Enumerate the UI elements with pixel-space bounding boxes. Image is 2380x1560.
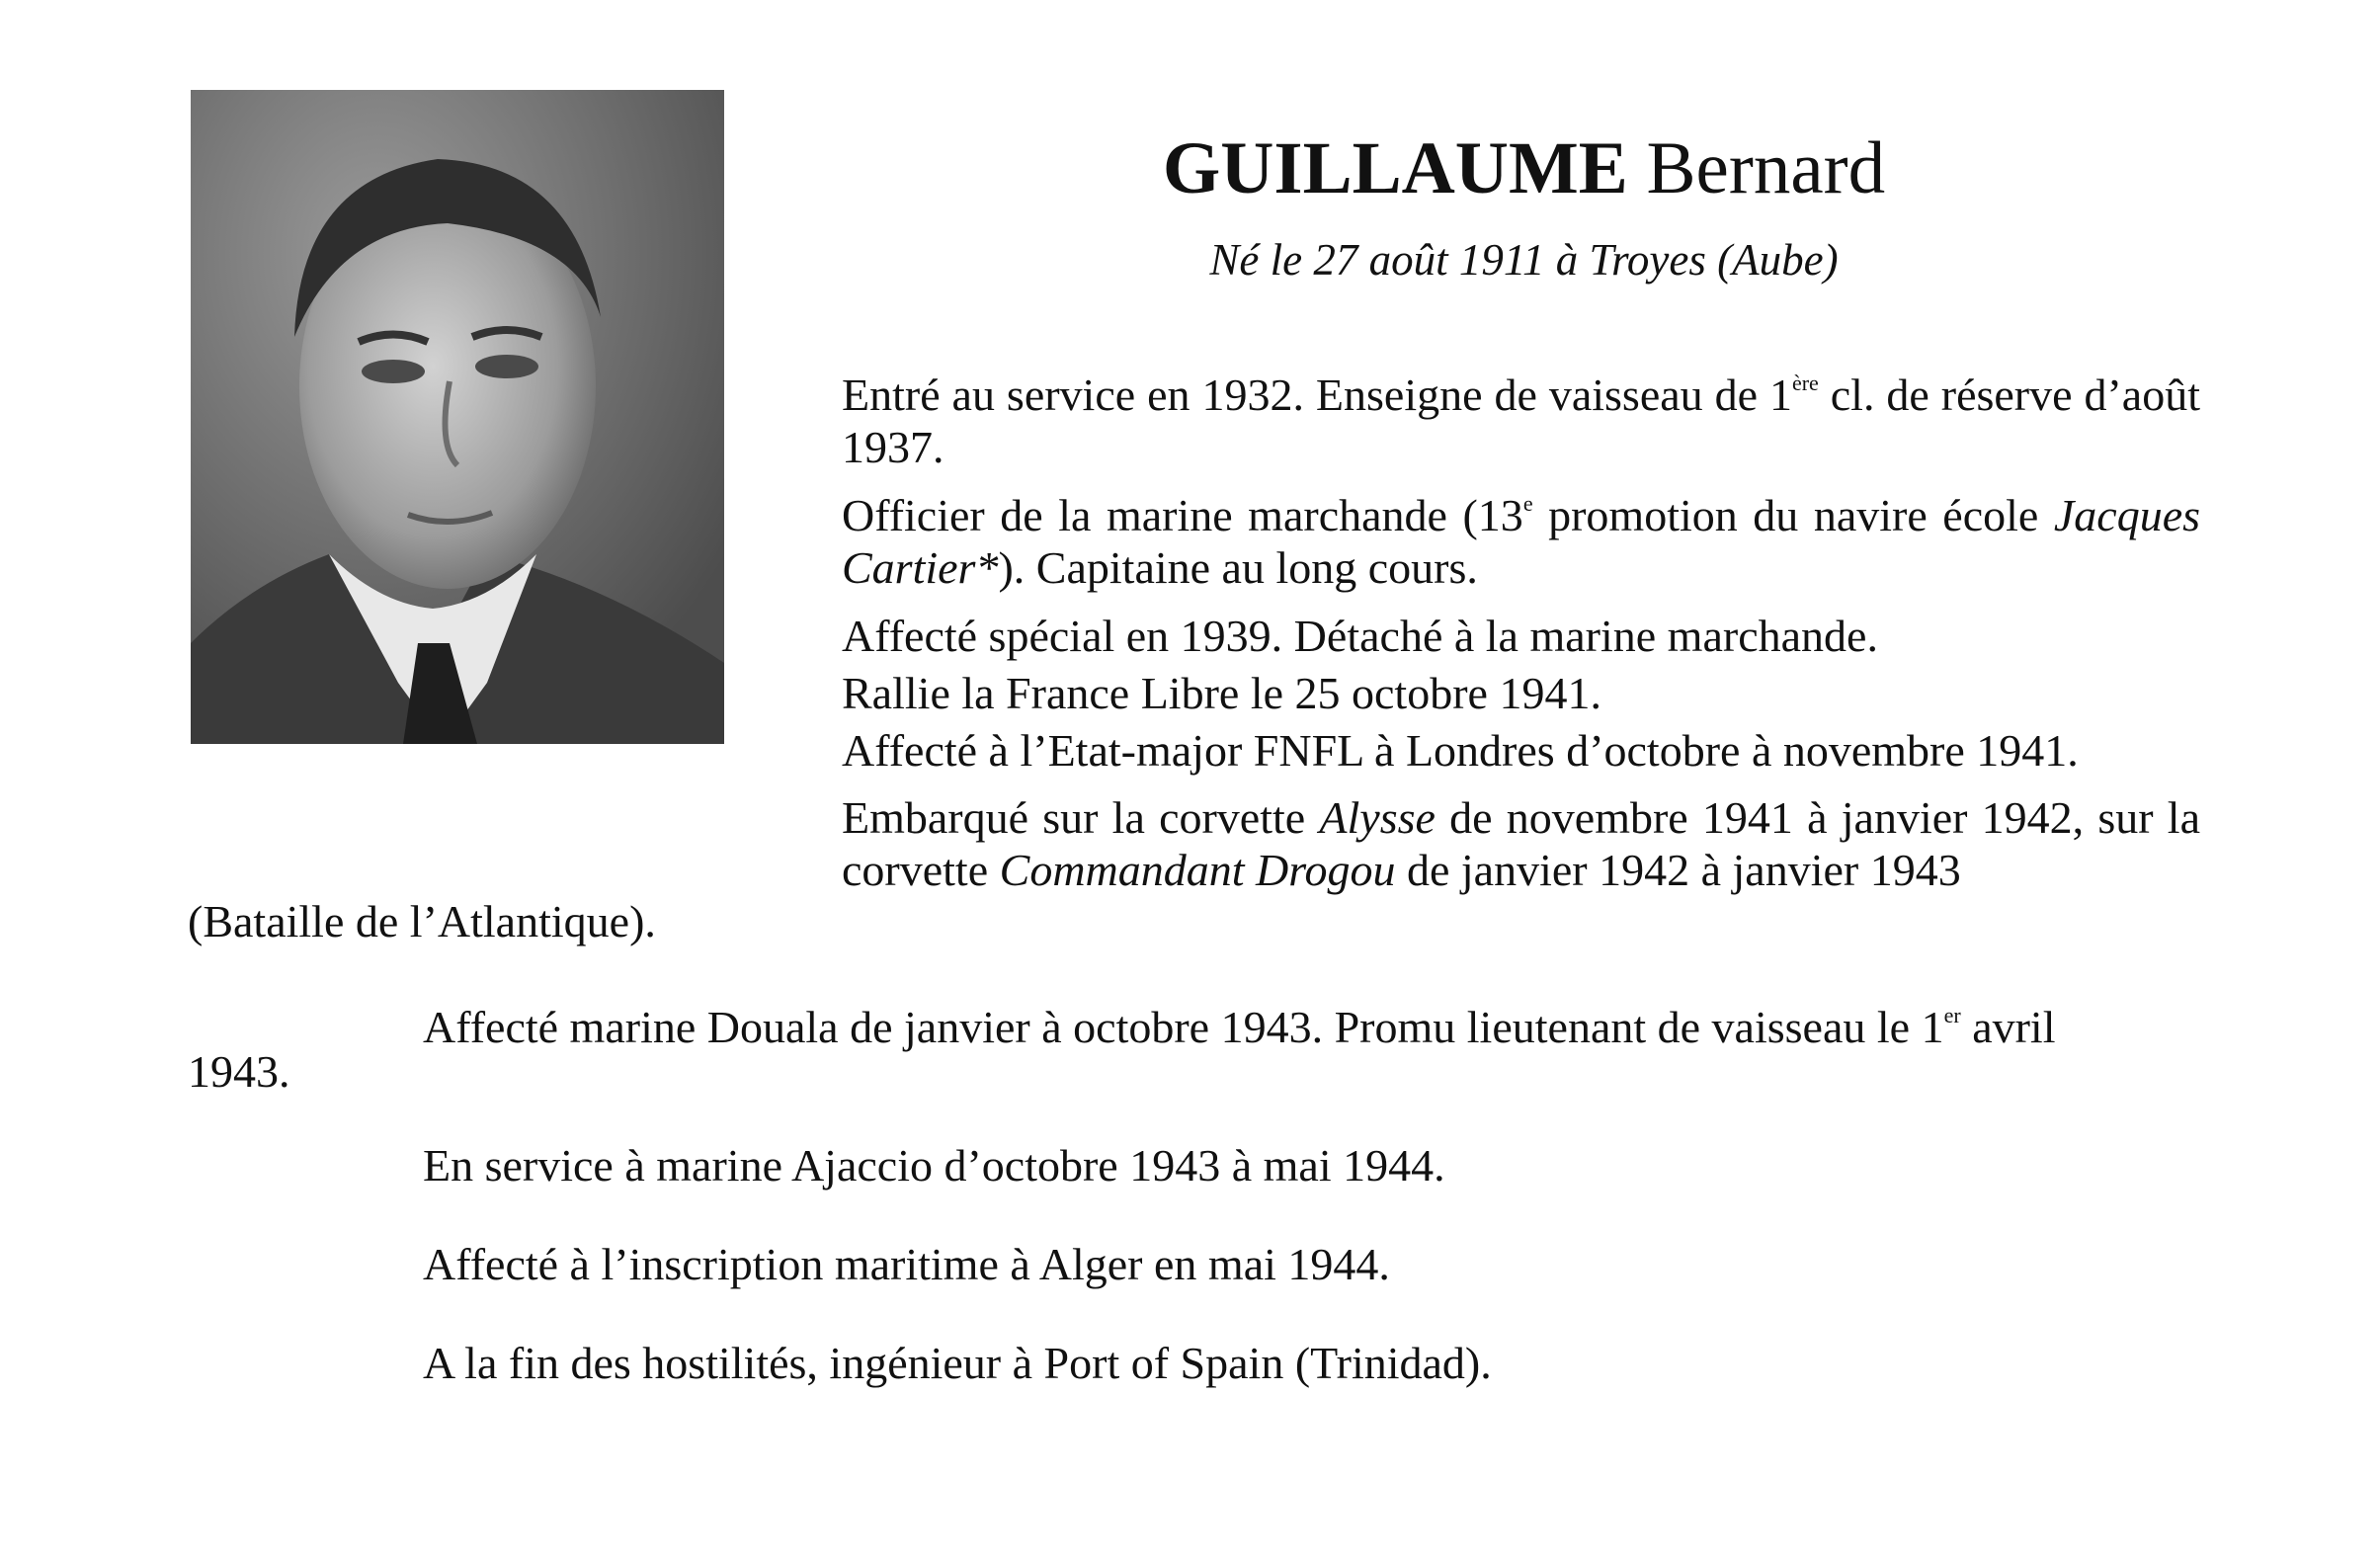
paragraph-free-france: Rallie la France Libre le 25 octobre 1941. bbox=[842, 668, 1601, 718]
text-span: Entré au service en 1932. Enseigne de vaisseau de 1 bbox=[842, 369, 1792, 420]
paragraph-corvettes bbox=[842, 791, 2200, 896]
ship-name: Commandant Drogou bbox=[999, 845, 1396, 895]
paragraph-staff-london: Affecté à l’Etat-major FNFL à Londres d’octobre à novembre 1941. bbox=[842, 725, 2079, 776]
text-span: de novembre 1941 à janvier 1942, sur la corvette bbox=[842, 792, 2201, 895]
ship-name: Jacques Cartier* bbox=[842, 490, 2201, 593]
paragraph-trinidad: A la fin des hostilités, ingénieur à Port of Spain (Trinidad). bbox=[423, 1338, 1492, 1388]
ship-name: Alysse bbox=[1319, 792, 1436, 843]
text-span: avril bbox=[1960, 1002, 2056, 1052]
text-span: Affecté marine Douala de janvier à octobre 1943. Promu lieutenant de vaisseau le 1 bbox=[423, 1002, 1944, 1052]
birth-info: Né le 27 août 1911 à Troyes (Aube) bbox=[1209, 235, 1839, 285]
superscript: ère bbox=[1791, 370, 1819, 395]
paragraph-douala-continued: 1943. bbox=[188, 1046, 290, 1097]
first-name: Bernard bbox=[1646, 127, 1886, 209]
paragraph-special-assignment: Affecté spécial en 1939. Détaché à la marine marchande. bbox=[842, 611, 1878, 661]
text-span: de janvier 1942 à janvier 1943 bbox=[1395, 845, 1961, 895]
paragraph-service-entry bbox=[842, 369, 2200, 473]
paragraph-douala bbox=[423, 1001, 2055, 1053]
paragraph-ajaccio: En service à marine Ajaccio d’octobre 1943 à mai 1944. bbox=[423, 1140, 1445, 1191]
text-span: promotion du navire école bbox=[1532, 490, 2054, 540]
text-span: Embarqué sur la corvette bbox=[842, 792, 1320, 843]
text-span: Officier de la marine marchande (13 bbox=[842, 490, 1523, 540]
paragraph-merchant-officer bbox=[842, 489, 2200, 594]
superscript: e bbox=[1522, 491, 1533, 516]
page-title bbox=[0, 126, 2380, 211]
last-name: GUILLAUME bbox=[1162, 127, 1628, 209]
text-span: ). Capitaine au long cours. bbox=[998, 542, 1478, 593]
text-span: cl. de réserve d’août 1937. bbox=[842, 369, 2200, 472]
paragraph-corvettes-continued: (Bataille de l’Atlantique). bbox=[188, 896, 656, 946]
paragraph-algiers: Affecté à l’inscription maritime à Alger en mai 1944. bbox=[423, 1239, 1390, 1289]
superscript: er bbox=[1943, 1003, 1961, 1027]
